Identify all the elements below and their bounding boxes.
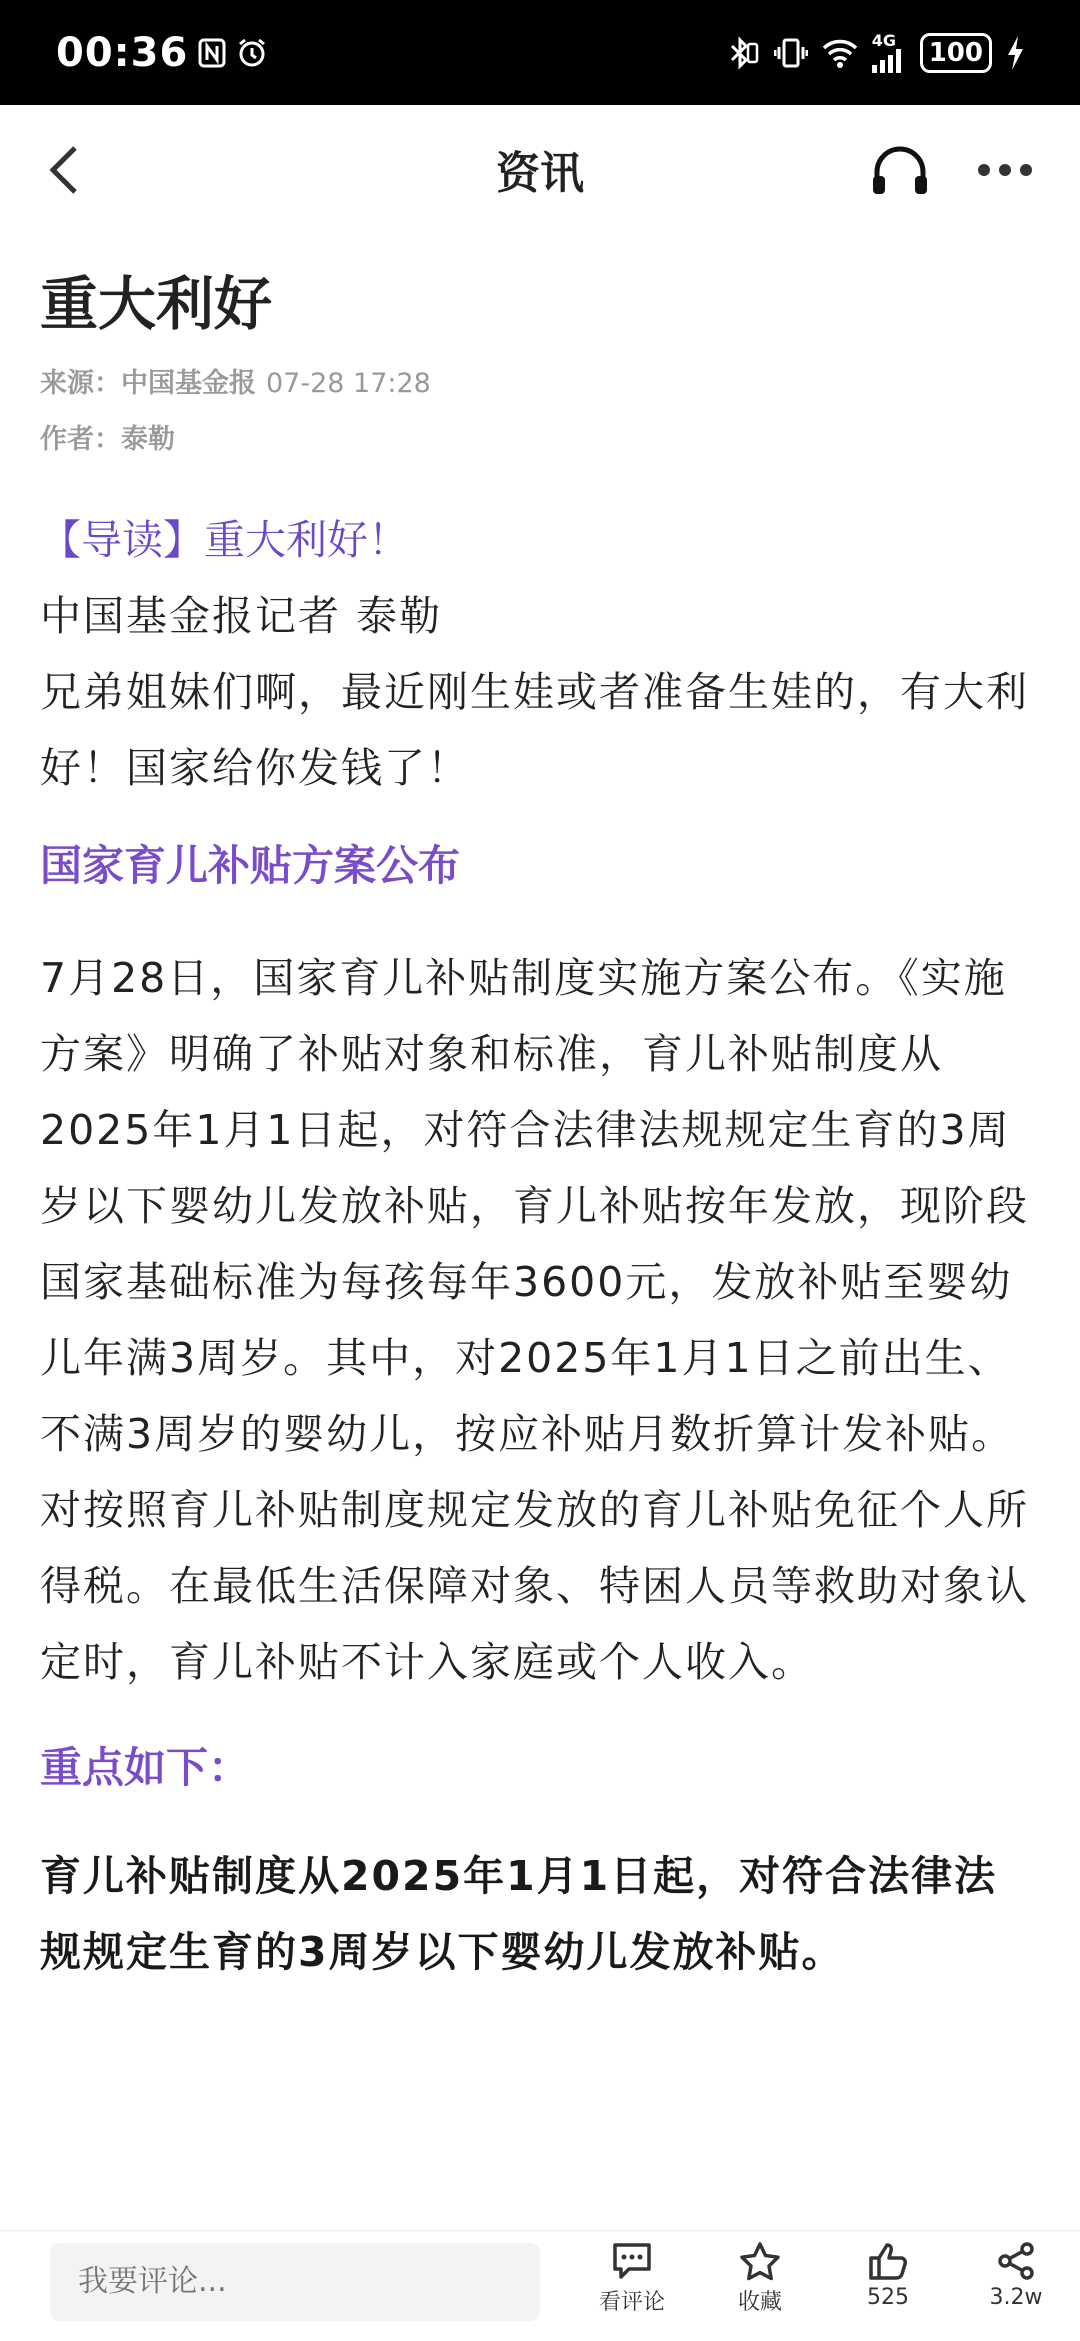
bluetooth-icon [726,36,760,70]
like-button[interactable] [838,2241,938,2310]
paragraph-intro: 兄弟姐妹们啊，最近刚生娃或者准备生娃的，有大利好！国家给你发钱了！ [40,668,1029,792]
battery-indicator: 100 [920,33,992,73]
share-icon [995,2241,1037,2281]
headphone-icon [871,144,929,196]
comment-icon [611,2241,653,2281]
section-heading-plan: 国家育儿补贴方案公布 [40,841,461,890]
bottom-action-bar [0,2230,1080,2341]
article-lead: 【导读】重大利好！ [40,516,409,564]
status-time: 00:36 [56,29,189,76]
wifi-icon [822,38,858,68]
publish-date: 07-28 17:28 [266,368,431,399]
section-heading-keypoints: 重点如下： [40,1743,251,1792]
view-comments-label: 看评论 [598,2290,665,2315]
share-button[interactable] [966,2241,1066,2310]
signal-icon: 4G [872,33,906,73]
top-nav [0,105,1080,235]
paragraph-keypoint: 育儿补贴制度从2025年1月1日起，对符合法律法规规定生育的3周岁以下婴幼儿发放补贴。 [40,1852,998,1976]
paragraph-plan-details: 7月28日，国家育儿补贴制度实施方案公布。《实施方案》明确了补贴对象和标准，育儿补贴制度从2025年1月1日起，对符合法律法规规定生育的3周岁以下婴幼儿发放补贴，育儿补贴按年发放，现阶段国家基础标准为每孩每年3600元，发放补贴至婴幼儿年满3周岁。其中，对2025年1月1日之前出生、不满3周岁的婴幼儿，按应补贴月数折算计发补贴。对按照育儿补贴制度规定发放的育儿补贴免征个人所得税。在最低生活保障对象、特困人员等救助对象认定时，育儿补贴不计入家庭或个人收入。 [40,954,1029,1686]
favorite-button[interactable] [710,2241,810,2316]
article-body [40,262,1040,1990]
vibrate-icon [774,37,808,69]
view-comments-button[interactable] [582,2241,682,2316]
share-count: 3.2w [989,2285,1043,2310]
page-title: 资讯 [496,148,584,199]
comment-input[interactable] [50,2243,540,2321]
alarm-icon [236,37,268,69]
favorite-label: 收藏 [737,2290,782,2315]
nfc-icon [198,38,226,68]
status-bar [0,0,1080,105]
paragraph-reporter: 中国基金报记者 泰勒 [40,592,443,640]
thumbs-up-icon [867,2241,909,2281]
article-source [40,364,1040,404]
charging-icon [1006,36,1024,70]
more-dots-icon [977,163,1033,177]
article-author: 作者：泰勒 [40,424,175,455]
article-title: 重大利好 [40,270,273,338]
source-label: 来源：中国基金报 [40,368,256,399]
like-count: 525 [867,2285,909,2310]
listen-button[interactable] [865,135,935,205]
more-button[interactable] [965,135,1045,205]
star-icon [739,2241,781,2281]
